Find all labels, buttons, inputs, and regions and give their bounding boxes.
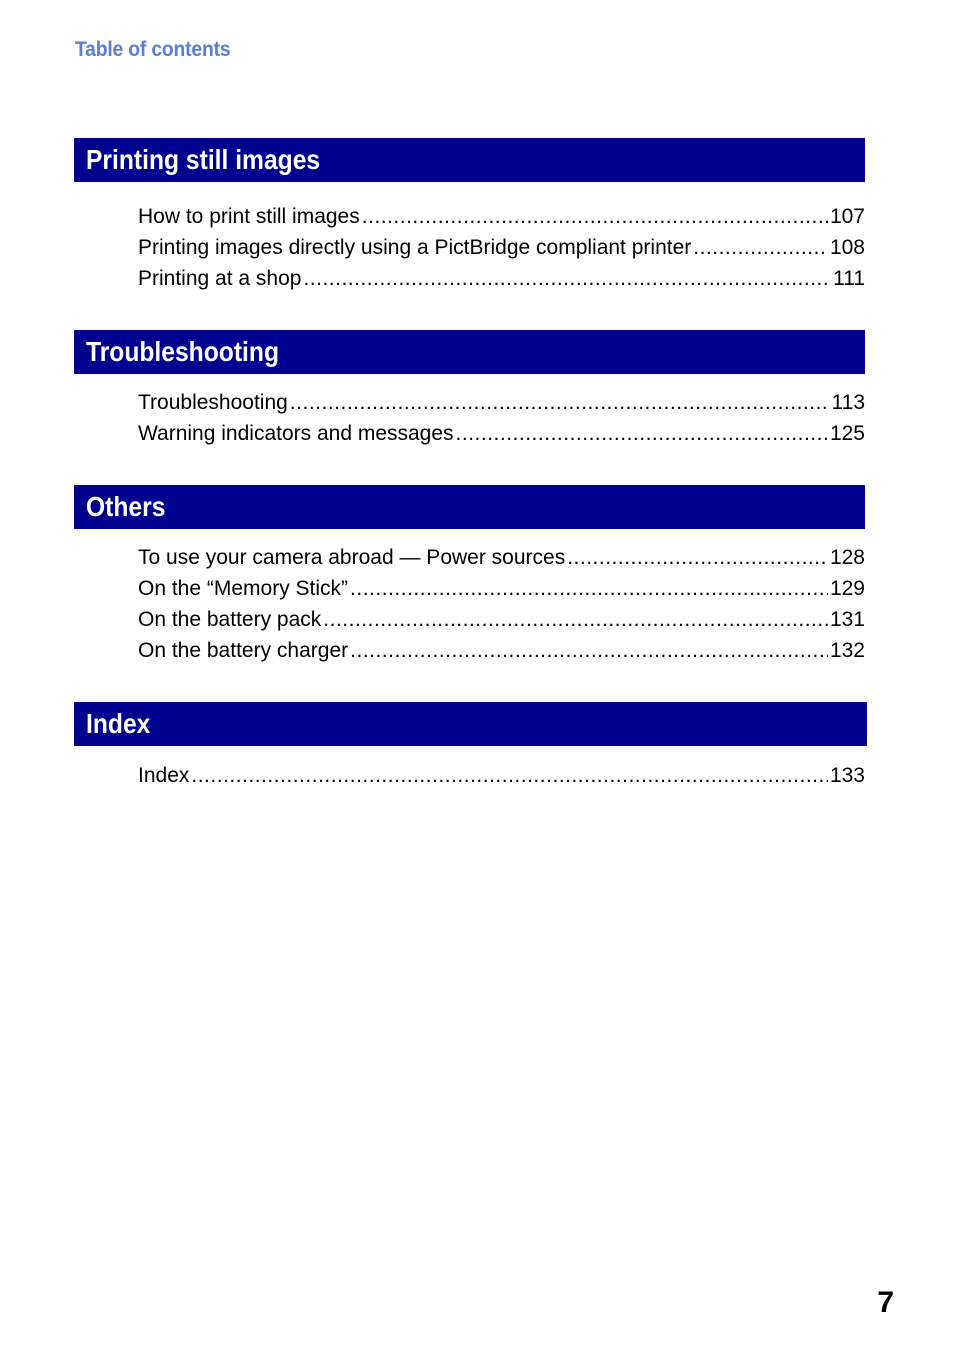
toc-entry-list <box>138 542 865 666</box>
toc-entry-label: On the “Memory Stick” <box>138 577 349 600</box>
toc-entry-label: How to print still images <box>138 205 360 228</box>
leader-dots <box>290 387 830 418</box>
section-index <box>74 702 867 791</box>
toc-entry[interactable] <box>138 542 865 573</box>
toc-entry-list <box>138 387 865 449</box>
table-of-contents-link[interactable]: Table of contents <box>75 38 231 61</box>
page-number: 7 <box>877 1286 894 1319</box>
leader-dots <box>693 232 828 263</box>
toc-entry-page: 125 <box>829 422 865 445</box>
toc-entry-page: 108 <box>829 236 865 259</box>
toc-entry-label: Index <box>138 764 190 787</box>
toc-entry-label: Warning indicators and messages <box>138 422 454 445</box>
leader-dots <box>350 573 828 604</box>
leader-dots <box>350 635 828 666</box>
leader-dots <box>362 201 828 232</box>
leader-dots <box>323 604 828 635</box>
leader-dots <box>567 542 828 573</box>
toc-entry[interactable] <box>138 635 865 666</box>
toc-entry-list <box>138 760 865 791</box>
section-others <box>74 485 865 666</box>
toc-entry-page: 133 <box>829 764 865 787</box>
section-heading: Index <box>74 702 867 746</box>
section-troubleshooting <box>74 330 865 449</box>
leader-dots <box>456 418 828 449</box>
toc-entry[interactable] <box>138 387 865 418</box>
toc-entry-label: On the battery pack <box>138 608 322 631</box>
toc-entry-label: Troubleshooting <box>138 391 288 414</box>
section-heading: Others <box>74 485 865 529</box>
section-heading: Printing still images <box>74 138 865 182</box>
leader-dots <box>191 760 828 791</box>
section-printing-still-images <box>74 138 865 294</box>
toc-entry-label: To use your camera abroad — Power sources <box>138 546 566 569</box>
toc-entry[interactable] <box>138 201 865 232</box>
toc-entry[interactable] <box>138 232 865 263</box>
toc-entry-page: 131 <box>829 608 865 631</box>
toc-entry[interactable] <box>138 418 865 449</box>
toc-entry-page: 111 <box>833 267 865 290</box>
toc-entry-page: 132 <box>829 639 865 662</box>
toc-entry-page: 129 <box>829 577 865 600</box>
section-heading: Troubleshooting <box>74 330 865 374</box>
toc-entry[interactable] <box>138 573 865 604</box>
toc-entry-page: 113 <box>831 391 865 414</box>
toc-entry-page: 107 <box>829 205 865 228</box>
toc-entry[interactable] <box>138 263 865 294</box>
toc-entry-page: 128 <box>829 546 865 569</box>
leader-dots <box>303 263 831 294</box>
toc-entry-label: Printing images directly using a PictBridge compliant printer <box>138 236 692 259</box>
toc-entry-label: On the battery charger <box>138 639 349 662</box>
toc-entry-label: Printing at a shop <box>138 267 302 290</box>
toc-entry[interactable] <box>138 760 865 791</box>
toc-entry-list <box>138 201 865 294</box>
toc-entry[interactable] <box>138 604 865 635</box>
